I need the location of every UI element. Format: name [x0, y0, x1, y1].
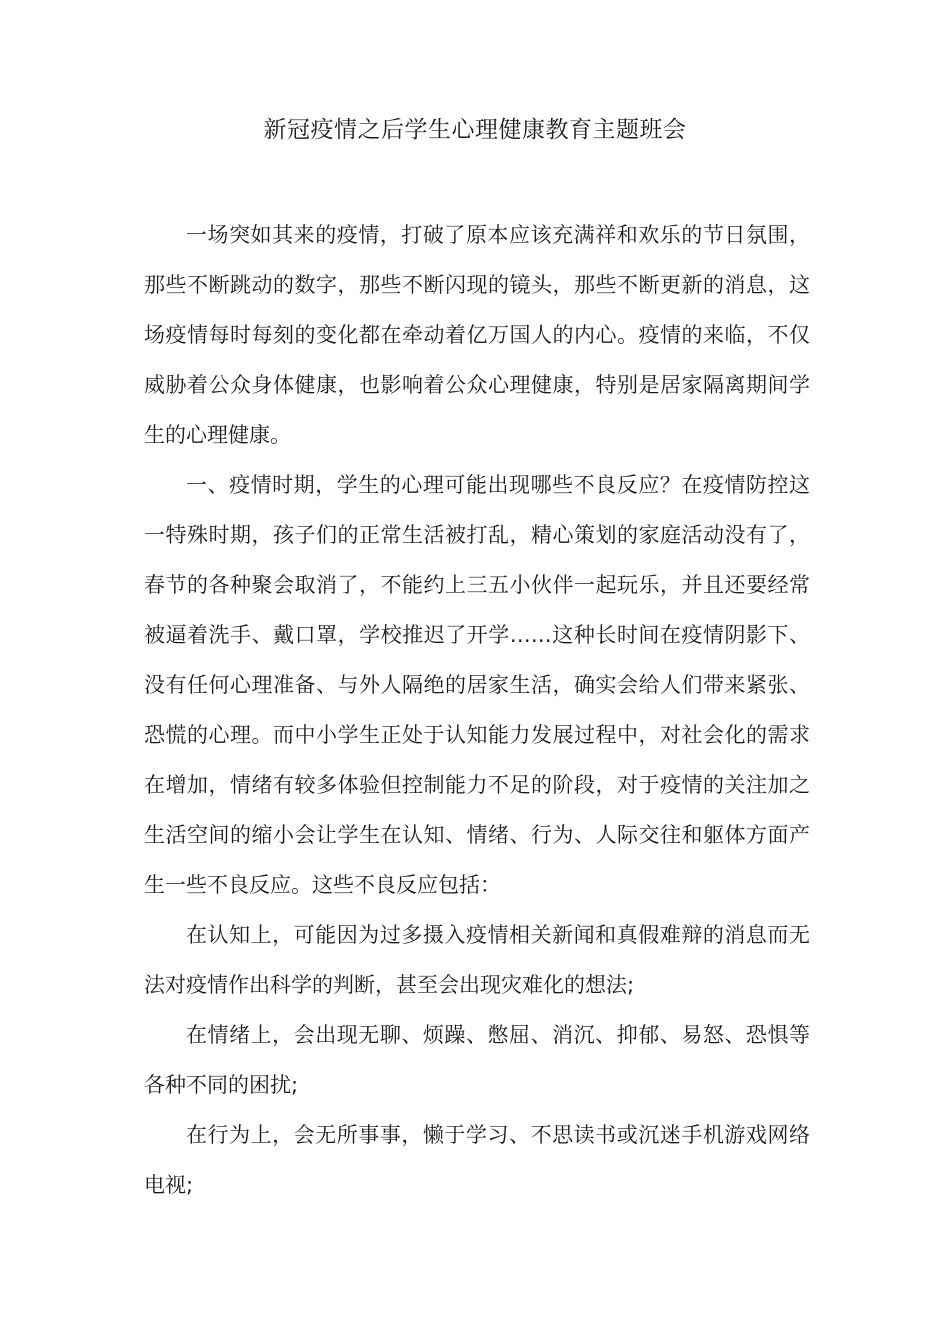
paragraph-intro: 一场突如其来的疫情，打破了原本应该充满祥和欢乐的节日氛围，那些不断跳动的数字，那些不断闪现的镜头，那些不断更新的消息，这场疫情每时每刻的变化都在牵动着亿万国人的内心。疫情的来临，不仅威胁着公众身体健康，也影响着公众心理健康，特别是居家隔离期间学生的心理健康。	[144, 223, 810, 447]
paragraph-behavior: 在行为上，会无所事事，懒于学习、不思读书或沉迷手机游戏网络电视;	[144, 1123, 810, 1197]
document-title: 新冠疫情之后学生心理健康教育主题班会	[263, 117, 687, 143]
document-body	[144, 210, 810, 1210]
paragraph-section-one: 一、疫情时期，学生的心理可能出现哪些不良反应？在疫情防控这一特殊时期，孩子们的正常生活被打乱，精心策划的家庭活动没有了，春节的各种聚会取消了，不能约上三五小伙伴一起玩乐，并且还要经常被逼着洗手、戴口罩，学校推迟了开学……这种长时间在疫情阴影下、没有任何心理准备、与外人隔绝的居家生活，确实会给人们带来紧张、恐慌的心理。而中小学生正处于认知能力发展过程中，对社会化的需求在增加，情绪有较多体验但控制能力不足的阶段，对于疫情的关注加之生活空间的缩小会让学生在认知、情绪、行为、人际交往和躯体方面产生一些不良反应。这些不良反应包括：	[144, 473, 810, 897]
paragraph-emotion: 在情绪上，会出现无聊、烦躁、憋屈、消沉、抑郁、易怒、恐惧等各种不同的困扰;	[144, 1023, 810, 1097]
paragraph-cognition: 在认知上，可能因为过多摄入疫情相关新闻和真假难辩的消息而无法对疫情作出科学的判断，甚至会出现灾难化的想法;	[144, 923, 810, 997]
